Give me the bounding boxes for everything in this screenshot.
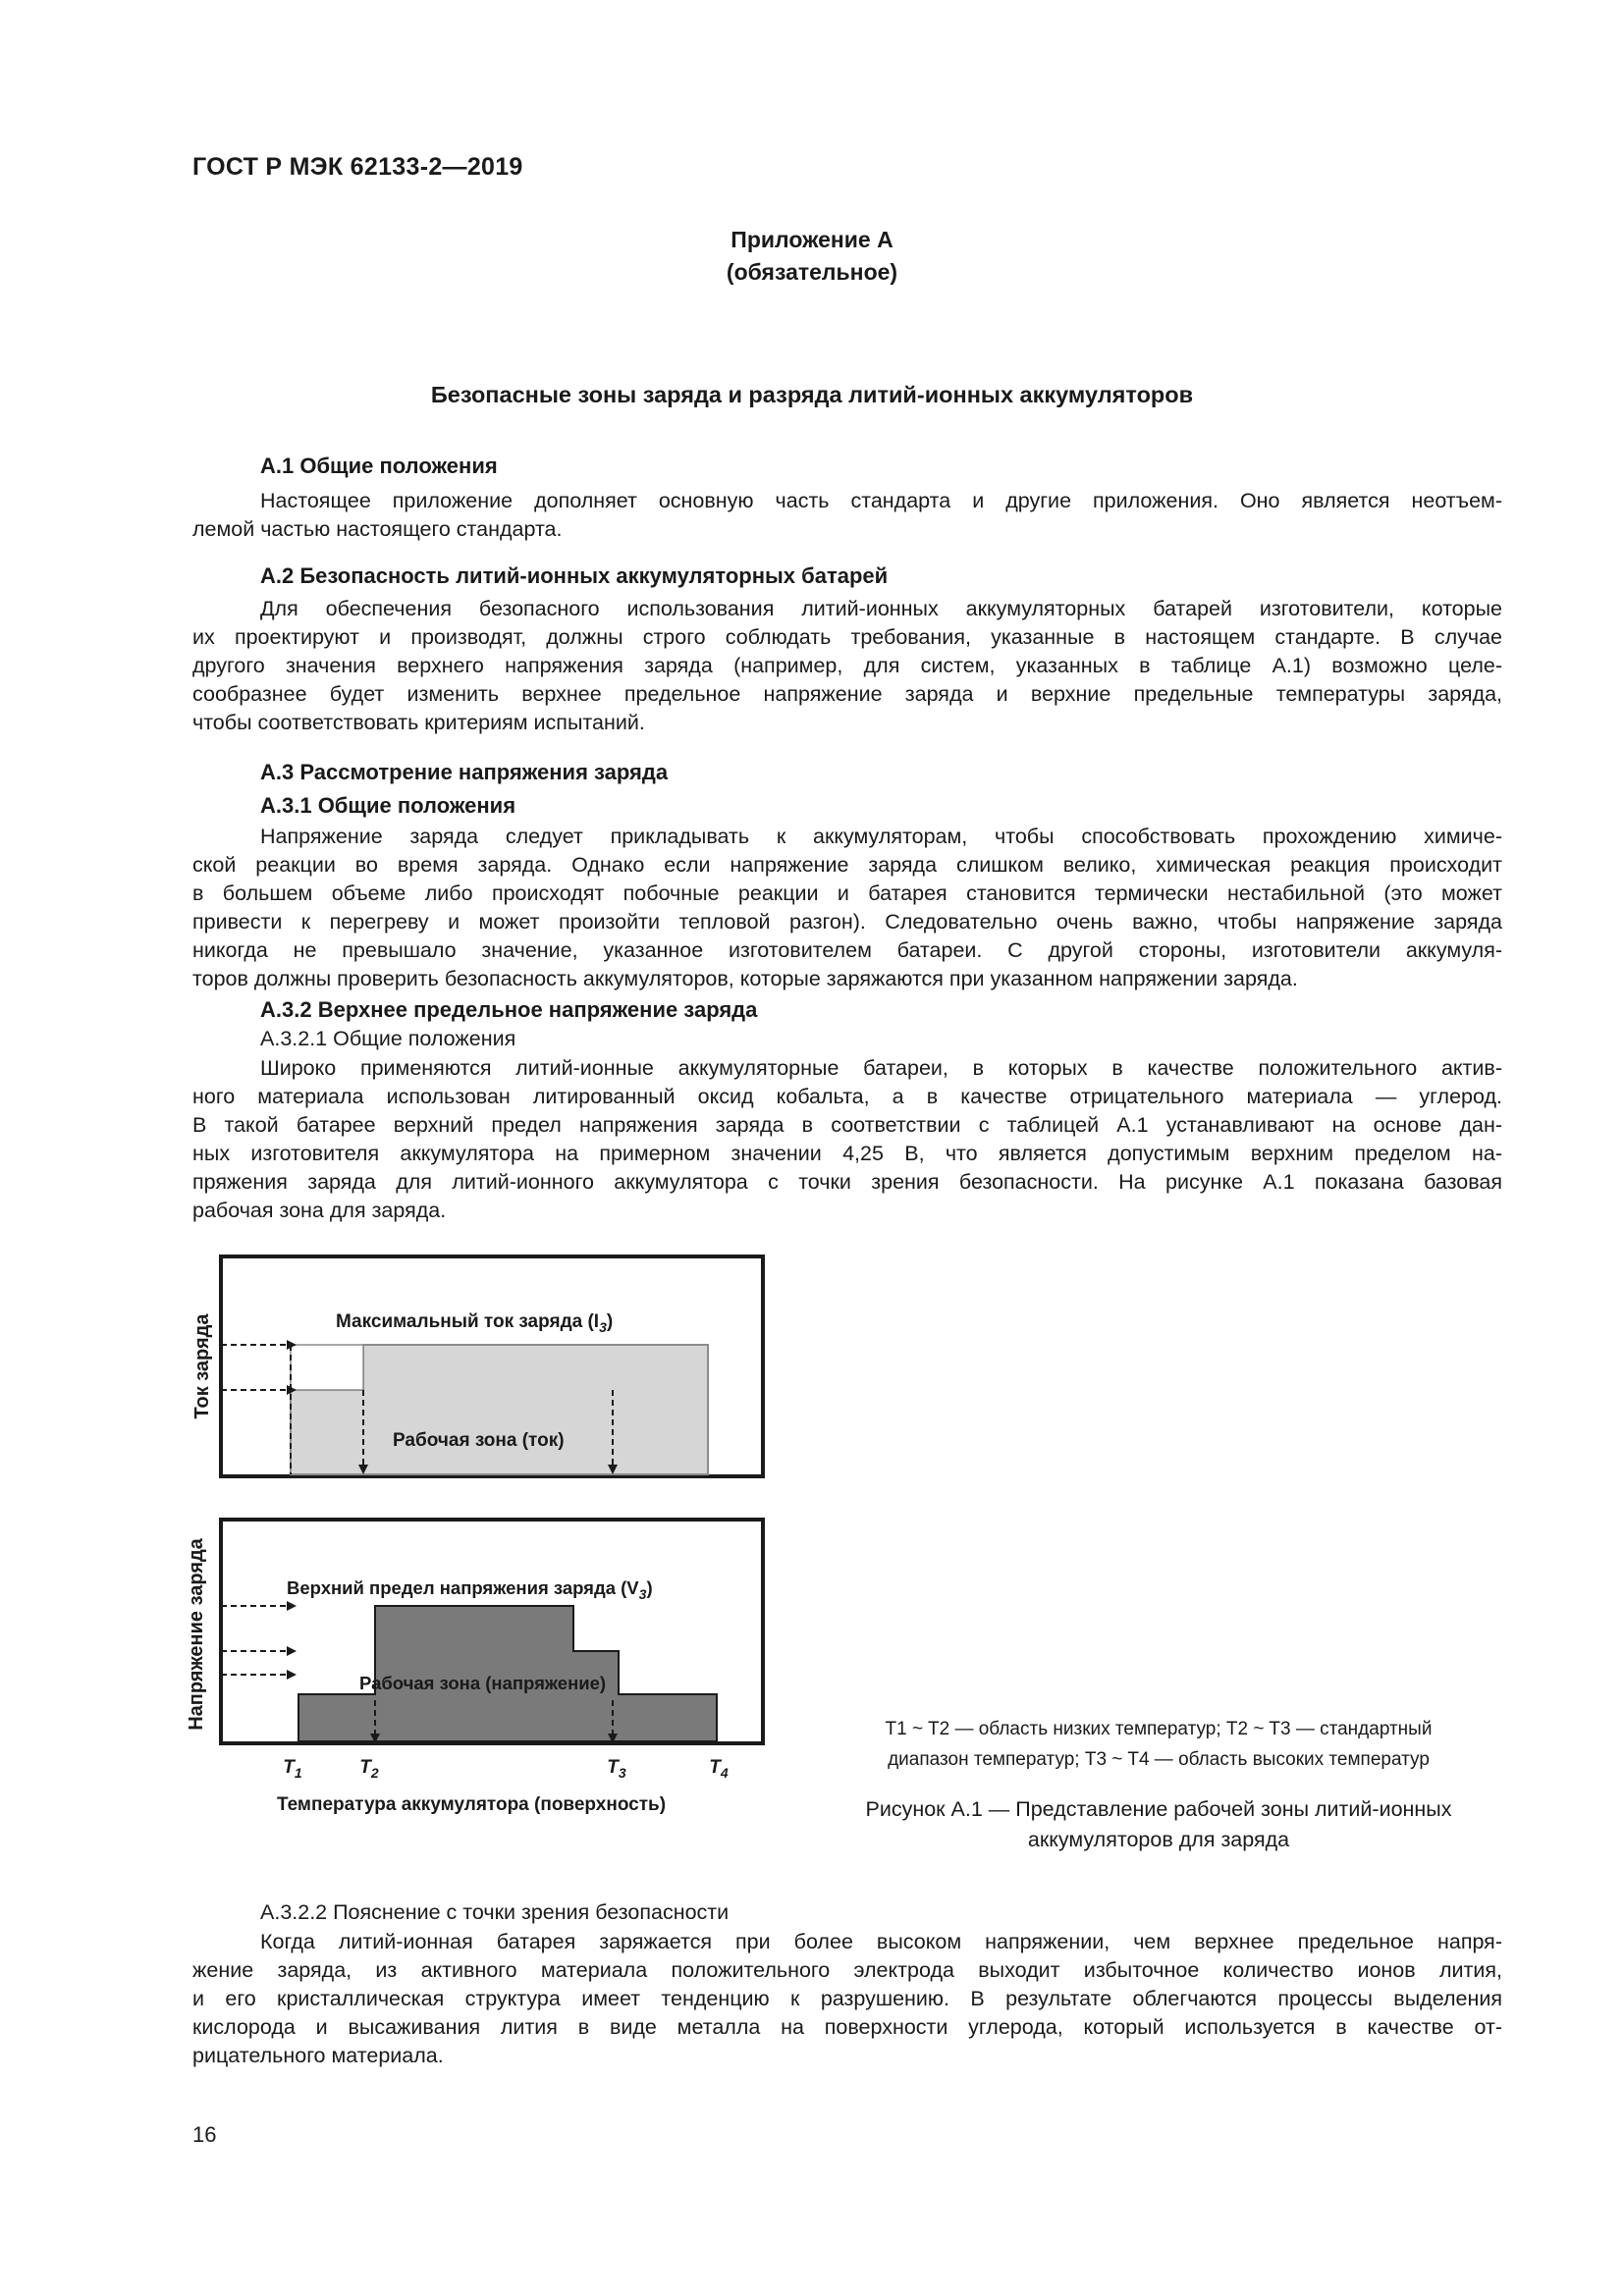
text-line: ного материала использован литированный оксид кобальта, а в качестве отрицательного материала — углерод.	[192, 1085, 1502, 1108]
text-line: Когда литий-ионная батарея заряжается при более высоком напряжении, чем верхнее предельное напря-	[260, 1930, 1502, 1953]
text-line: другого значения верхнего напряжения заряда (например, для систем, указанных в таблице А.1) возможно целе-	[192, 654, 1502, 677]
text-line: лемой частью настоящего стандарта.	[192, 517, 563, 541]
text-line: рицательного материала.	[192, 2044, 444, 2067]
caption-line: аккумуляторов для заряда	[1027, 1828, 1290, 1851]
caption-line: Рисунок А.1 — Представление рабочей зоны литий-ионных	[865, 1797, 1452, 1821]
section-a322-heading: А.3.2.2 Пояснение с точки зрения безопасности	[260, 1900, 730, 1924]
text-line: их проектируют и производят, должны строго соблюдать требования, указанные в настоящем стандарте. В случае	[192, 625, 1502, 649]
legend-line: диапазон температур; T3 ~ T4 — область высоких температур	[888, 1749, 1430, 1770]
section-a31-text	[192, 823, 1502, 993]
section-a322-text	[192, 1928, 1502, 2070]
text-line: в большем объеме либо происходят побочные реакции и батарея становится термически нестабильной (это может	[192, 881, 1502, 905]
annex-title: Безопасные зоны заряда и разряда литий-ионных аккумуляторов	[430, 382, 1194, 407]
annex-status: (обязательное)	[726, 259, 898, 285]
text-line: никогда не превышало значение, указанное изготовителем батареи. С другой стороны, изготовители аккумуля-	[192, 938, 1502, 962]
current-axis-label: Ток заряда	[191, 1313, 213, 1419]
text-line: Широко применяются литий-ионные аккумуляторные батареи, в которых в качестве положительного актив-	[260, 1056, 1502, 1080]
current-zone-label: Рабочая зона (ток)	[393, 1430, 565, 1451]
tick-t4: $T_4$	[709, 1757, 729, 1781]
text-line: жение заряда, из активного материала положительного электрода выходит избыточное количество ионов лития,	[192, 1958, 1502, 1982]
tick-t3: $T_3$	[607, 1757, 626, 1781]
tick-t1: $T_1$	[283, 1757, 302, 1781]
section-a1-heading: А.1 Общие положения	[260, 454, 498, 478]
standard-header: ГОСТ Р МЭК 62133-2—2019	[192, 153, 523, 181]
section-a32-heading: А.3.2 Верхнее предельное напряжение заряда	[260, 997, 758, 1022]
section-a31-heading: А.3.1 Общие положения	[260, 793, 516, 818]
text-line: В такой батарее верхний предел напряжения заряда в соответствии с таблицей А.1 устанавливают на основе дан-	[192, 1113, 1502, 1137]
section-a2-heading: А.2 Безопасность литий-ионных аккумуляторных батарей	[260, 563, 889, 588]
current-max-label: Максимальный ток заряда $(I_3)$	[336, 1311, 614, 1335]
text-line: сообразнее будет изменить верхнее предельное напряжение заряда и верхние предельные температуры заряда,	[192, 682, 1502, 706]
current-low-step	[291, 1345, 363, 1390]
text-line: Напряжение заряда следует прикладывать к аккумуляторам, чтобы способствовать прохождению химиче-	[260, 825, 1502, 848]
figure-a1	[167, 1247, 795, 1845]
voltage-panel	[186, 1520, 763, 1743]
text-line: и его кристаллическая структура имеет тенденцию к разрушению. В результате облегчаются процессы выделения	[192, 1987, 1502, 2010]
voltage-max-label: Верхний предел напряжения заряда $(V_3)$	[287, 1577, 653, 1602]
text-line: Настоящее приложение дополняет основную часть стандарта и другие приложения. Оно является неотъем-	[260, 489, 1502, 512]
text-line: рабочая зона для заряда.	[192, 1199, 447, 1222]
section-a1-text	[192, 487, 1502, 544]
text-line: ных изготовителя аккумулятора на примерном значении 4,25 В, что является допустимым верхним пределом на-	[192, 1142, 1502, 1165]
annex-label: Приложение А	[731, 227, 893, 252]
tick-t2: $T_2$	[359, 1757, 379, 1781]
section-a3-heading: А.3 Рассмотрение напряжения заряда	[260, 760, 669, 784]
text-line: чтобы соответствовать критериям испытаний.	[192, 711, 645, 734]
figure-legend	[805, 1714, 1512, 1775]
text-line: пряжения заряда для литий-ионного аккумулятора с точки зрения безопасности. На рисунке А.1 показана базовая	[192, 1170, 1502, 1194]
voltage-axis-label: Напряжение заряда	[186, 1538, 207, 1731]
legend-line: T1 ~ T2 — область низких температур; T2 ~ T3 — стандартный	[885, 1719, 1433, 1739]
section-a2-text	[192, 595, 1502, 737]
current-panel	[191, 1256, 763, 1476]
figure-caption	[805, 1794, 1512, 1855]
voltage-zone-label: Рабочая зона (напряжение)	[359, 1673, 607, 1693]
section-a321-text	[192, 1054, 1502, 1225]
text-line: ской реакции во время заряда. Однако если напряжение заряда слишком велико, химическая реакция происходит	[192, 853, 1502, 877]
x-axis	[277, 1757, 729, 1815]
section-a321-heading: А.3.2.1 Общие положения	[260, 1027, 516, 1050]
text-line: торов должны проверить безопасность аккумуляторов, которые заряжаются при указанном напряжении заряда.	[192, 967, 1298, 990]
text-line: привести к перегреву и может произойти тепловой разгон). Следовательно очень важно, чтобы напряжение заряда	[192, 910, 1502, 934]
text-line: Для обеспечения безопасного использования литий-ионных аккумуляторных батарей изготовители, которые	[260, 597, 1502, 620]
page-number: 16	[192, 2122, 217, 2147]
x-axis-label: Температура аккумулятора (поверхность)	[276, 1794, 667, 1815]
text-line: кислорода и высаживания лития в виде металла на поверхности углерода, который используется в качестве от-	[192, 2015, 1502, 2039]
